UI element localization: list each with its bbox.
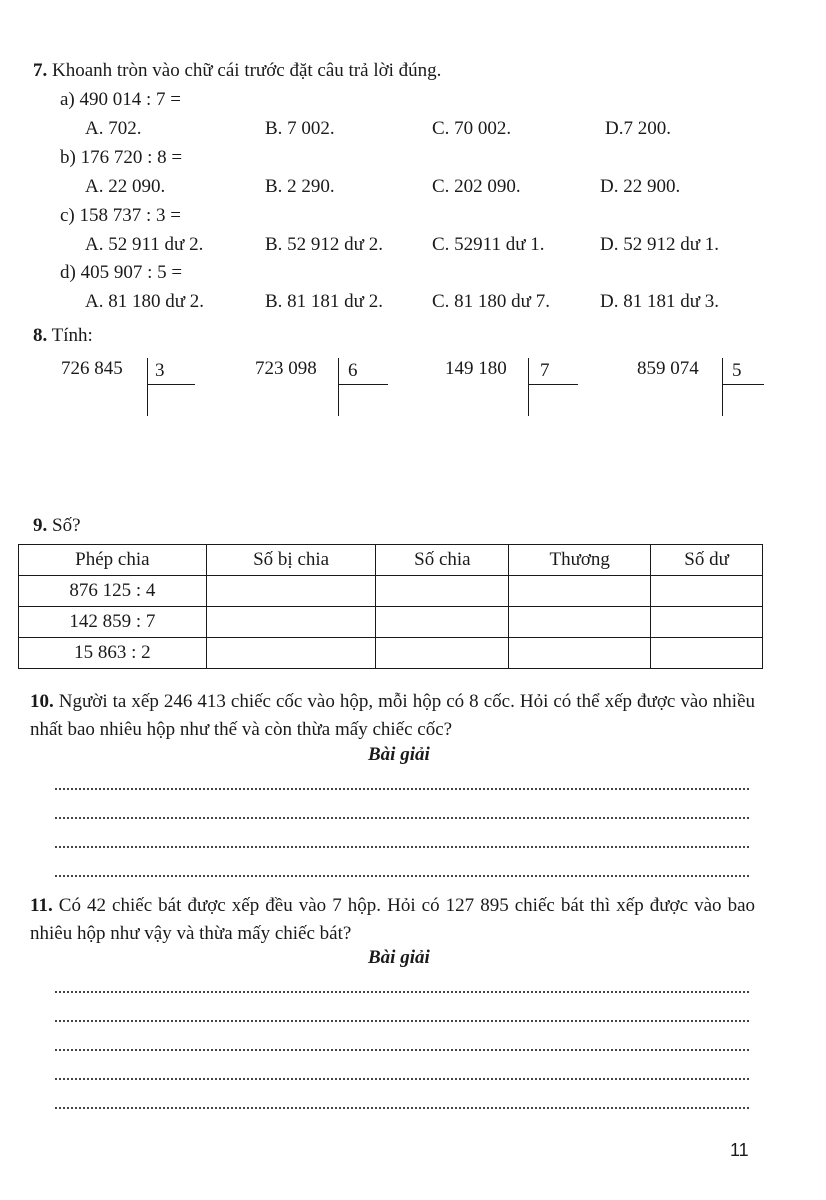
division-3-bracket-vertical (528, 358, 529, 416)
q7c-option-b[interactable]: B. 52 912 dư 2. (265, 234, 383, 255)
page-number: 11 (730, 1140, 749, 1160)
row-2-divisor-cell[interactable] (376, 607, 509, 638)
q7-number: 7. (33, 60, 48, 81)
division-1-dividend: 726 845 (61, 358, 123, 379)
row-3-division: 15 863 : 2 (19, 638, 207, 669)
header-so-du: Số dư (651, 545, 763, 576)
division-3-divisor: 7 (540, 360, 550, 381)
q11-answer-line-5[interactable] (55, 1107, 749, 1109)
q7d-option-b[interactable]: B. 81 181 dư 2. (265, 291, 383, 312)
q7d-option-a[interactable]: A. 81 180 dư 2. (85, 291, 205, 312)
division-1-divisor: 3 (155, 360, 165, 381)
row-1-dividend-cell[interactable] (206, 576, 376, 607)
q11-problem (30, 892, 755, 948)
q7-heading (33, 60, 441, 82)
q7a-option-d[interactable]: D.7 200. (605, 118, 671, 139)
q7d-label: d) 405 907 : 5 = (60, 262, 183, 283)
division-2-divisor: 6 (348, 360, 358, 381)
q7b-option-a[interactable]: A. 22 090. (85, 176, 166, 197)
division-1-bracket-vertical (147, 358, 148, 416)
row-1-divisor-cell[interactable] (376, 576, 509, 607)
division-4-bracket-horizontal (722, 384, 764, 385)
q10-answer-line-1[interactable] (55, 788, 749, 790)
row-3-divisor-cell[interactable] (376, 638, 509, 669)
q9-number: 9. (33, 515, 48, 536)
q7b-option-b[interactable]: B. 2 290. (265, 176, 335, 197)
row-1-division: 876 125 : 4 (19, 576, 207, 607)
q7a-option-c[interactable]: C. 70 002. (432, 118, 512, 139)
division-3 (445, 358, 585, 418)
row-3-remainder-cell[interactable] (651, 638, 763, 669)
q7a-option-b[interactable]: B. 7 002. (265, 118, 335, 139)
row-3-dividend-cell[interactable] (206, 638, 376, 669)
division-4-divisor: 5 (732, 360, 742, 381)
q7c-option-a[interactable]: A. 52 911 dư 2. (85, 234, 204, 255)
q11-answer-line-1[interactable] (55, 991, 749, 993)
division-4 (637, 358, 777, 418)
q11-answer-line-2[interactable] (55, 1020, 749, 1022)
q7b-option-d[interactable]: D. 22 900. (600, 176, 681, 197)
q10-answer-line-3[interactable] (55, 846, 749, 848)
row-1-quotient-cell[interactable] (509, 576, 651, 607)
row-2-dividend-cell[interactable] (206, 607, 376, 638)
q11-solution-title: Bài giải (368, 947, 430, 968)
q7b-label: b) 176 720 : 8 = (60, 147, 183, 168)
table-row (19, 607, 763, 638)
division-2-bracket-horizontal (338, 384, 388, 385)
q10-number: 10. (30, 691, 54, 712)
division-3-dividend: 149 180 (445, 358, 507, 379)
q9-table (18, 544, 763, 669)
header-phep-chia: Phép chia (19, 545, 207, 576)
header-so-bi-chia: Số bị chia (206, 545, 376, 576)
division-4-dividend: 859 074 (637, 358, 699, 379)
table-row (19, 638, 763, 669)
division-2 (255, 358, 395, 418)
q7a-label: a) 490 014 : 7 = (60, 89, 182, 110)
division-1 (61, 358, 201, 418)
q10-answer-line-2[interactable] (55, 817, 749, 819)
q11-number: 11. (30, 895, 53, 916)
q8-number: 8. (33, 325, 48, 346)
q10-problem (30, 688, 755, 744)
row-2-remainder-cell[interactable] (651, 607, 763, 638)
q10-text: Người ta xếp 246 413 chiếc cốc vào hộp, mỗi hộp có 8 cốc. Hỏi có thể xếp được vào nhiều nhất bao nhiêu hộp như thế và còn thừa mấy chiếc cốc? (30, 691, 755, 740)
row-3-quotient-cell[interactable] (509, 638, 651, 669)
q7d-option-d[interactable]: D. 81 181 dư 3. (600, 291, 720, 312)
q10-solution-title: Bài giải (368, 744, 430, 765)
row-1-remainder-cell[interactable] (651, 576, 763, 607)
q7b-option-c[interactable]: C. 202 090. (432, 176, 521, 197)
division-3-bracket-horizontal (528, 384, 578, 385)
division-4-bracket-vertical (722, 358, 723, 416)
division-1-bracket-horizontal (147, 384, 195, 385)
header-so-chia: Số chia (376, 545, 509, 576)
q7c-option-d[interactable]: D. 52 912 dư 1. (600, 234, 720, 255)
row-2-quotient-cell[interactable] (509, 607, 651, 638)
q7c-option-c[interactable]: C. 52911 dư 1. (432, 234, 545, 255)
q8-text: Tính: (51, 325, 93, 346)
q9-text: Số? (52, 515, 81, 536)
q11-text: Có 42 chiếc bát được xếp đều vào 7 hộp. Hỏi có 127 895 chiếc bát thì xếp được vào bao nhiêu hộp như vậy và thừa mấy chiếc bát? (30, 895, 756, 944)
table-header-row (19, 545, 763, 576)
header-thuong: Thương (509, 545, 651, 576)
division-2-bracket-vertical (338, 358, 339, 416)
table-row (19, 576, 763, 607)
q7-text: Khoanh tròn vào chữ cái trước đặt câu trả lời đúng. (52, 60, 442, 81)
q7c-label: c) 158 737 : 3 = (60, 205, 182, 226)
q7a-option-a[interactable]: A. 702. (85, 118, 142, 139)
q7d-option-c[interactable]: C. 81 180 dư 7. (432, 291, 550, 312)
q9-heading (33, 515, 81, 537)
q11-answer-line-4[interactable] (55, 1078, 749, 1080)
q11-answer-line-3[interactable] (55, 1049, 749, 1051)
row-2-division: 142 859 : 7 (19, 607, 207, 638)
q10-answer-line-4[interactable] (55, 875, 749, 877)
division-2-dividend: 723 098 (255, 358, 317, 379)
q8-heading (33, 325, 93, 347)
